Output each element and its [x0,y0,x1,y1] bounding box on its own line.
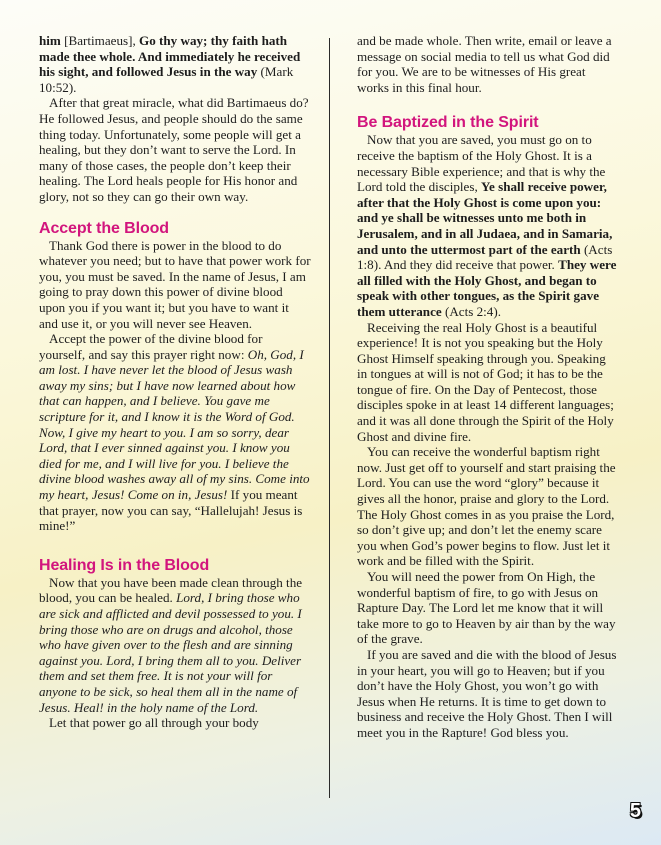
paragraph-power-on-high: You will need the power from On High, the wonderful baptism of fire, to go with Jesus on Rapture Day. The Lord let me know that it will take more to go to Heaven by air than by the way of the grave. [357,569,616,647]
paragraph-baptism [357,132,619,319]
text-run: Now that you are saved, you must go on to receive the baptism of the Holy Ghost. It is a necessary Bible experience; and that is why the Lord told the disciples, [357,132,606,195]
text-run: (Acts 1:8). And they did receive that power. [357,241,613,273]
paragraph-be-made-whole: and be made whole. Then write, email or leave a message on social media to tell us what God did for you. We are to be witnesses of His great works in this final hour. [357,33,612,95]
paragraph-holy-ghost: Receiving the real Holy Ghost is a beautiful experience! It is not you speaking but the Holy Ghost Himself speaking through you. Speaking in tongues at will is not of God; it has to be the tongue of fire. On the Day of Pentecost, those disciples spoke in at least 14 different languages; and it was all done through the Spirit of the Holy Ghost and divine fire. [357,319,614,444]
scripture-reference: (Acts 2:4). [441,303,501,319]
text-run: [Bartimaeus], [60,33,140,48]
page-number: 5 [629,800,641,822]
italic-prayer: Oh, God, I am lost. I have never let the blood of Jesus wash away my sins; but I have now learned about how that can happen, and I believe. You gave me scripture for it, and I know it is the Word of God. Now, I give my heart to you. I am so sorry, dear Lord, that I ever sinned against you. I know you died for me, and I will live for you. I believe the divine blood washes away all of my sins. Come into my heart, Jesus! Come on in, Jesus! [39,346,310,503]
scripture-reference: (Mark 10:52). [39,64,294,95]
right-column [357,33,619,741]
paragraph-bartimaeus: After that great miracle, what did Bartimaeus do? He followed Jesus, and people should do the same thing today. Unfortunately, some people will get a healing, but they don’t want to serve the Lord. In many of those cases, the people don’t keep their healing. The Lord heals people for His honor and glory, not so they can go their own way. [39,95,309,204]
bold-scripture: They were all filled with the Holy Ghost, and began to speak with other tongues, as the Spirit gave them utterance [357,257,617,319]
text-run: Accept the power of the divine blood for yourself, and say this prayer right now: [39,331,263,362]
text-run: Now that you have been made clean through the blood, you can be healed. [39,574,303,606]
heading-accept-the-blood: Accept the Blood [39,219,169,237]
paragraph-receive-baptism: You can receive the wonderful baptism right now. Just get off to yourself and start praising the Lord. You can use the word “glory” because it gives all the honor, praise and glory to the Lord. The Holy Ghost comes in as you praise the Lord, so don’t give up; and don’t let the enemy scare you when God’s power begins to flow. Just let it work and be filled with the Spirit. [357,444,616,569]
heading-baptized-in-spirit: Be Baptized in the Spirit [357,114,539,132]
paragraph-let-power: Let that power go all through your body [49,715,259,731]
text-run: If you meant that prayer, now you can say, “Hallelujah! Jesus is mine!” [39,487,303,534]
bold-text: him [39,33,61,48]
paragraph-scripture-mark [39,33,311,95]
paragraph-power-in-blood: Thank God there is power in the blood to do whatever you need; but to have that power work for you, you must be saved. In the name of Jesus, I am going to pray down this power of divine blood upon you if you want it; but you have to want it and use it, or you will never see Heaven. [39,237,311,331]
paragraph-prayer [39,331,311,534]
italic-prayer: Lord, I bring those who are sick and afflicted and devil possessed to you. I bring those who are on drugs and alcohol, those who have given over to the flesh and are sinning against you. Lord, I bring them all to you. Deliver them and set them free. It is not your will for anyone to be sick, so heal them all in the name of Jesus. Heal! in the holy name of the Lord. [39,590,302,715]
paragraph-saved-and-die: If you are saved and die with the blood of Jesus in your heart, you will go to Heaven; but if you don’t have the Holy Ghost, you won’t go with Jesus when He returns. It is time to get down to business and receive the Holy Ghost. Then I will meet you in the Rapture! God bless you. [357,646,617,740]
heading-healing-in-blood: Healing Is in the Blood [39,556,210,574]
bold-scripture: Ye shall receive power, after that the Holy Ghost is come upon you: and ye shall be witnesses unto me both in Jerusalem, and in all Judaea, and in Samaria, and unto the uttermost part of the earth [357,179,613,257]
paragraph-healing [39,575,311,715]
column-divider [329,38,330,798]
left-column [39,33,311,731]
bold-scripture: Go thy way; thy faith hath made thee whole. And immediately he received his sight, and followed Jesus in the way [39,33,301,80]
